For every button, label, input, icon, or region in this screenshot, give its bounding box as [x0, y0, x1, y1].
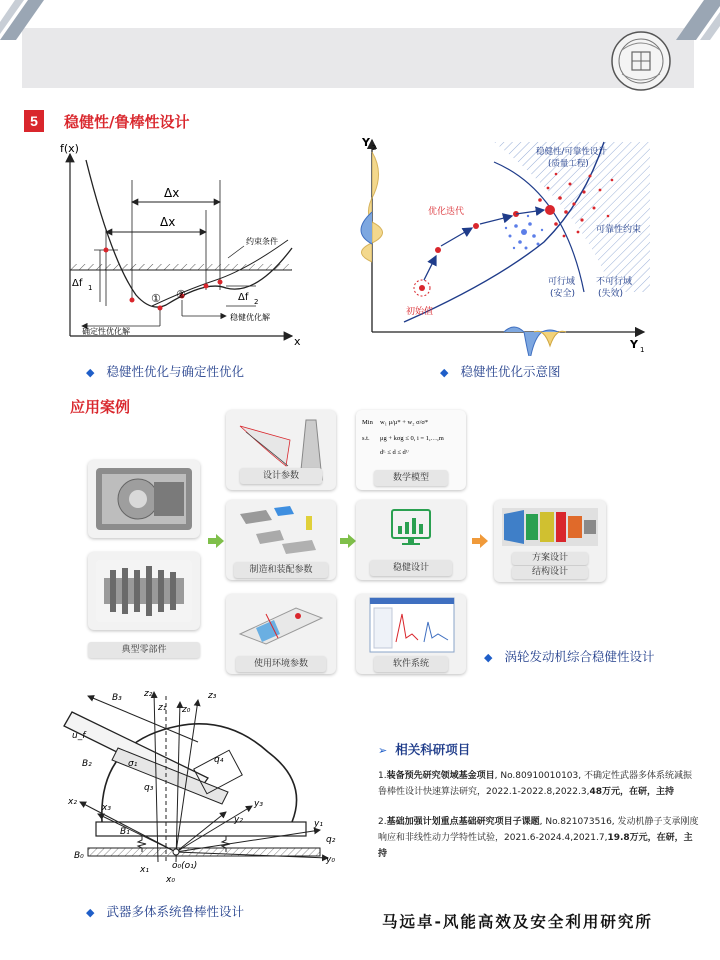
label-z0: z₀ [182, 705, 191, 715]
project-item-1: 1.装备预先研究领域基金项目, No.80910010103, 不确定性武器多体系统减振鲁棒性设计快速算法研究，2022.1-2022.8,2022.3,48万元，在研，主持 [378, 771, 692, 797]
related-projects [378, 740, 700, 876]
fig2-caption: ◆ 稳健性优化示意图 [440, 364, 561, 379]
env-params-card [226, 594, 336, 674]
fig2-feasible-label: 可行域 [548, 277, 576, 287]
fig2-robust-region-label: 稳健性/可靠性设计 [536, 147, 607, 157]
design-params-label: 设计参数 [240, 468, 322, 484]
fig1-delta-f2: Δf [238, 292, 249, 303]
label-q2: q₂ [326, 835, 336, 845]
software-card [356, 594, 466, 674]
fig4-caption: ◆ 武器多体系统鲁棒性设计 [86, 904, 244, 919]
fig1-x-axis-label: x [294, 335, 301, 348]
fig2-x-axis-sub: 1 [640, 346, 645, 354]
label-uf: u_f [72, 731, 86, 741]
label-b1: B₁ [120, 827, 130, 837]
arrow-icon [472, 534, 488, 548]
label-x0: x₀ [166, 875, 175, 885]
fig2-infeasible-label-2: (失效) [598, 289, 624, 299]
fig1-delta-x-top: Δx [164, 186, 180, 200]
turbine-part-image-2 [88, 552, 200, 630]
fig1-delta-f1-sub: 1 [88, 284, 93, 292]
fig2-y-axis-sub: 2 [372, 144, 377, 152]
label-x3: x₃ [102, 803, 111, 813]
fig1-point-2: ② [176, 288, 186, 301]
env-params-label: 使用环境参数 [236, 656, 326, 672]
fig2-feasible-label-2: (安全) [550, 289, 576, 299]
manufacture-params-label: 制造和装配参数 [234, 562, 328, 578]
section-number-badge: 5 [24, 110, 44, 132]
engine-caption: ◆ 涡轮发动机综合稳健性设计 [484, 649, 655, 664]
math-model-formula [356, 410, 466, 462]
svg-text:Min: Min [362, 419, 373, 426]
math-model-label: 数学模型 [374, 470, 448, 486]
software-label: 软件系统 [374, 656, 448, 672]
fig1-delta-f2-sub: 2 [254, 298, 259, 306]
svg-text:dᴸ ≤ d ≤ dᵁ: dᴸ ≤ d ≤ dᵁ [380, 449, 409, 456]
footer-institute: 马远卓-风能高效及安全利用研究所 [382, 913, 653, 931]
typical-part-card-2 [88, 552, 200, 630]
label-z1: z₁ [158, 703, 167, 713]
label-y2: y₂ [234, 815, 243, 825]
fig1-delta-f1: Δf [72, 278, 83, 289]
turbine-part-image-1 [88, 460, 200, 538]
svg-text:w₁ μ/μ* + w₂ σ/σ*: w₁ μ/μ* + w₂ σ/σ* [380, 419, 429, 426]
svg-text:μg + kσg ≤ 0, i = 1,…,m: μg + kσg ≤ 0, i = 1,…,m [380, 435, 444, 442]
fig1-det-opt-label: 确定性优化解 [82, 327, 130, 336]
arrow-icon [340, 534, 356, 548]
corner-decoration-left [0, 0, 60, 40]
typical-parts-label: 典型零部件 [88, 642, 200, 658]
manufacture-params-card [226, 500, 336, 580]
label-y0: y₀ [326, 855, 335, 865]
university-logo [610, 30, 672, 92]
structure-label: 结构设计 [512, 566, 588, 579]
project-item-2: 2.基础加强计划重点基础研究项目子课题, No.821073516, 发动机静子支承刚度响应和非线性动力学特性试验，2021.6-2024.4,2021.7,19.8万元，在研，主持 [378, 817, 699, 859]
fig2-y-axis-label: Y [362, 136, 370, 149]
fig1-delta-x-mid: Δx [160, 215, 176, 229]
robust-optimization-schematic [344, 132, 650, 356]
label-z2: z₂ [144, 689, 153, 699]
application-title: 应用案例 [70, 398, 131, 416]
label-o0: o₀(o₁) [172, 861, 198, 871]
header-band [22, 28, 694, 88]
label-y1: y₁ [314, 819, 323, 829]
label-b0: B₀ [74, 851, 84, 861]
label-sigma1: σ₁ [128, 759, 138, 769]
weapon-multibody-figure [58, 682, 354, 892]
fig2-reliability-label: 可靠性约束 [596, 225, 642, 235]
fig2-infeasible-label: 不可行域 [596, 277, 633, 287]
section-title: 稳健性/鲁棒性设计 [64, 113, 190, 131]
arrow-icon [208, 534, 224, 548]
scheme-label: 方案设计 [512, 552, 588, 565]
label-y3: y₃ [254, 799, 263, 809]
fig1-constraint-label: 约束条件 [246, 237, 278, 246]
fig2-robust-region-label-2: (质量工程) [548, 159, 589, 169]
label-x1: x₁ [140, 865, 149, 875]
fig1-robust-opt-label: 稳健优化解 [230, 313, 270, 322]
engine-cutaway-image [494, 500, 606, 550]
label-q4: q₄ [214, 755, 224, 765]
projects-heading: ➢ 相关科研项目 [378, 742, 471, 757]
math-model-card [356, 410, 466, 490]
fig2-init-label: 初始值 [406, 307, 434, 317]
label-b2: B₂ [82, 759, 92, 769]
label-b3: B₃ [112, 693, 122, 703]
fig2-x-axis-label: Y [630, 338, 638, 351]
software-screenshot [356, 594, 466, 654]
fig1-caption: ◆ 稳健性优化与确定性优化 [86, 364, 244, 379]
robust-vs-deterministic-figure [56, 140, 308, 350]
label-q3: q₃ [144, 783, 154, 793]
monitor-chart-icon [356, 500, 466, 556]
typical-part-card-1 [88, 460, 200, 538]
robust-design-label: 稳健设计 [370, 560, 452, 576]
fig1-point-1: ① [151, 292, 161, 305]
design-params-card [226, 410, 336, 490]
svg-text:s.t.: s.t. [362, 435, 370, 442]
label-z3: z₃ [208, 691, 217, 701]
fig2-opt-iter-label: 优化迭代 [428, 207, 465, 217]
fig1-y-axis-label: f(x) [60, 142, 79, 155]
robust-design-card [356, 500, 466, 580]
scheme-design-card [494, 500, 606, 582]
label-x2: x₂ [68, 797, 77, 807]
